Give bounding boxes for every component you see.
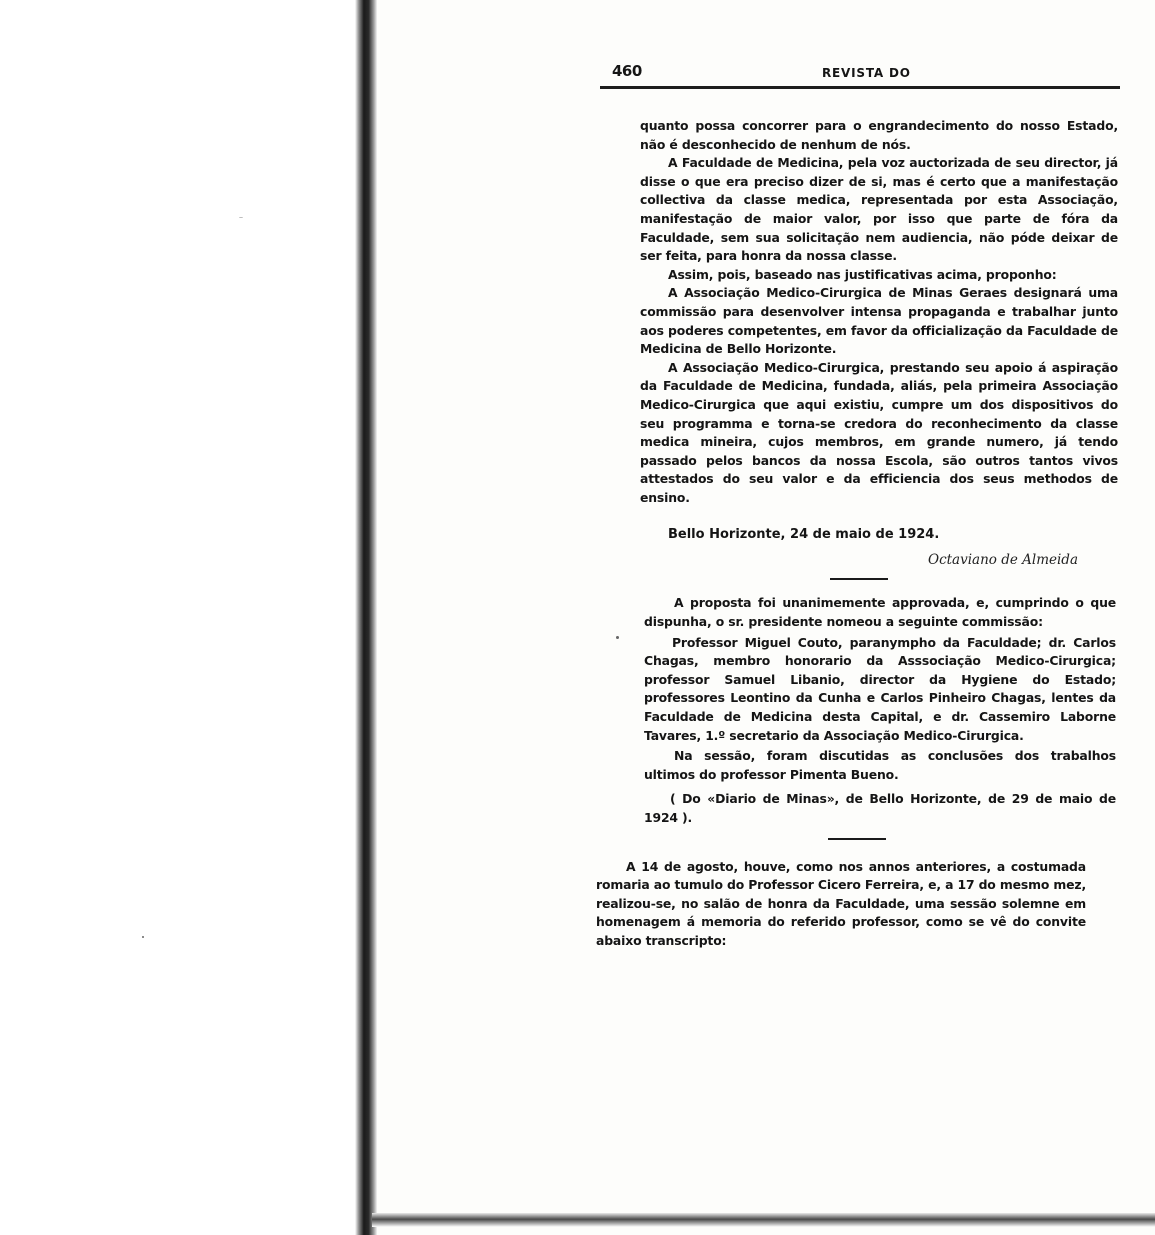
page-header bbox=[600, 60, 1120, 89]
page-number: 460 bbox=[612, 62, 642, 80]
section-divider bbox=[828, 838, 886, 840]
paragraph: A Associação Medico-Cirurgica, prestando seu apoio á aspiração da Faculdade de Medicina, fundada, aliás, pela primeira Associação Medico-Cirurgica que aqui existiu, cumpre um dos dispositivos do seu programma e torna-se credora do reconhecimento da classe medica mineira, cujos membros, em grande numero, já tendo passado pelos bancos da nossa Escola, são outros tantos vivos attestados do seu valor e da efficiencia dos seus methodos de ensino. bbox=[640, 359, 1118, 505]
document-page bbox=[596, 60, 1120, 1020]
paragraph: quanto possa concorrer para o engrandecimento do nosso Estado, não é desconhecido de nenhum de nós. bbox=[640, 118, 1118, 152]
paragraph: A 14 de agosto, houve, como nos annos anteriores, a costumada romaria ao tumulo do Professor Cicero Ferreira, e, a 17 do mesmo mez, realizou-se, no salão de honra da Faculdade, uma sessão solemne em homenagem á memoria do referido professor, como se vê do convite abaixo transcripto: bbox=[596, 858, 1086, 948]
paragraph: A proposta foi unanimemente approvada, e, cumprindo o que dispunha, o sr. presidente nomeou a seguinte commissão: bbox=[644, 595, 1116, 630]
section-divider bbox=[830, 578, 888, 580]
scan-speck bbox=[142, 936, 144, 938]
paragraph: Assim, pois, baseado nas justificativas acima, proponho: bbox=[668, 266, 1057, 282]
closing-text bbox=[596, 858, 1086, 951]
scan-speck bbox=[239, 217, 243, 218]
book-spine bbox=[355, 0, 377, 1235]
proposal-text bbox=[640, 117, 1118, 507]
facing-page bbox=[0, 0, 355, 1235]
paragraph: Na sessão, foram discutidas as conclusões dos trabalhos ultimos do professor Pimenta Bueno. bbox=[644, 748, 1116, 782]
dateline: Bello Horizonte, 24 de maio de 1924. bbox=[668, 527, 940, 543]
paragraph: A Faculdade de Medicina, pela voz auctorizada de seu director, já disse o que era preciso dizer de si, mas é certo que a manifestação collectiva da classe medica, representada por esta Associação, manifestação de maior valor, por isso que parte de fóra da Faculdade, sem sua solicitação nem audiencia, não póde deixar de ser feita, para honra da nossa classe. bbox=[640, 155, 1118, 264]
running-head: REVISTA DO bbox=[822, 66, 911, 80]
paragraph: A Associação Medico-Cirurgica de Minas Geraes designará uma commissão para desenvolver intensa propaganda e trabalhar junto aos poderes competentes, em favor da officialização da Faculdade de Medicina de Bello Horizonte. bbox=[640, 285, 1118, 357]
signature: Octaviano de Almeida bbox=[928, 552, 1078, 569]
commission-text bbox=[644, 594, 1116, 827]
source-citation: ( Do «Diario de Minas», de Bello Horizonte, de 29 de maio de 1924 ). bbox=[644, 791, 1116, 825]
paragraph: Professor Miguel Couto, paranympho da Faculdade; dr. Carlos Chagas, membro honorario da Asssociação Medico-Cirurgica; professor Samuel Libanio, director da Hygiene do Estado; professores Leontino da Cunha e Carlos Pinheiro Chagas, lentes da Faculdade de Medicina desta Capital, e dr. Cassemiro Laborne Tavares, 1.º secretario da Associação Medico-Cirurgica. bbox=[644, 634, 1116, 743]
page-bottom-edge bbox=[372, 1213, 1155, 1227]
